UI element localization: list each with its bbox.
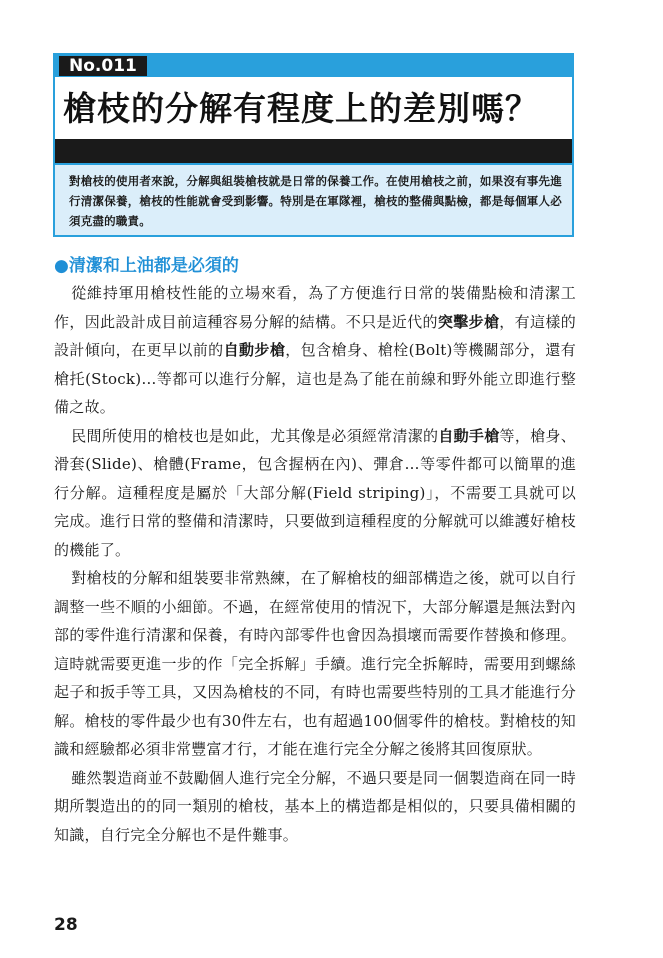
paragraph-text: 民間所使用的槍枝也是如此，尤其像是必須經常清潔的 (71, 426, 439, 445)
term-automatic-pistol: 自動手槍 (438, 426, 500, 445)
paragraph-text: 從維持軍用槍枝性能的立場來看，為了方便進行日常的裝備點檢和清潔工作，因此設計成目前這種容易分解的結構。不只是近代的 (54, 284, 576, 331)
term-assault-rifle: 突擊步槍 (437, 312, 500, 331)
paragraph-1 (54, 279, 576, 422)
paragraph-text: ，包含槍身、槍栓(Bolt)等機關部分，還有槍托(Stock)…等都可以進行分解，這也是為了能在前線和野外能立即進行整備之故。 (54, 341, 576, 416)
article-number: No.011 (59, 56, 147, 76)
body-text (54, 279, 576, 849)
paragraph-4 (54, 764, 576, 850)
article-title: 槍枝的分解有程度上的差別嗎？ (63, 89, 539, 128)
paragraph-text: 等，槍身、滑套(Slide)、槍體(Frame，包含握柄在內)、彈倉…等零件都可以簡單的進行分解。這種程度是屬於「大部分解(Field striping)」，不需要工具就可以完成。進行日常的整備和清潔時，只要做到這種程度的分解就可以維護好槍枝的機能了。 (54, 426, 576, 559)
paragraph-text: 雖然製造商並不鼓勵個人進行完全分解，不過只要是同一個製造商在同一時期所製造出的的同一類別的槍枝，基本上的構造都是相似的，只要具備相關的知識，自行完全分解也不是件難事。 (54, 768, 576, 844)
section-heading: ●清潔和上油都是必須的 (54, 256, 239, 276)
article-header (53, 53, 574, 165)
paragraph-text: 對槍枝的分解和組裝要非常熟練，在了解槍枝的細部構造之後，就可以自行調整一些不順的小細節。不過，在經常使用的情況下，大部分解還是無法對內部的零件進行清潔和保養，有時內部零件也會因為損壞而需要作替換和修理。這時就需要更進一步的作「完全拆解」手續。進行完全拆解時，需要用到螺絲起子和扳手等工具，又因為槍枝的不同，有時也需要些特別的工具才能進行分解。槍枝的零件最少也有30件左右，也有超過100個零件的槍枝。對槍枝的知識和經驗都必須非常豐富才行，才能在進行完全分解之後將其回復原狀。 (54, 569, 576, 758)
paragraph-3 (54, 564, 576, 764)
paragraph-text: ，有這樣的設計傾向，在更早以前的 (54, 312, 576, 359)
summary-box: 對槍枝的使用者來說，分解與組裝槍枝就是日常的保養工作。在使用槍枝之前，如果沒有事先進行清潔保養，槍枝的性能就會受到影響。特別是在軍隊裡，槍枝的整備與點檢，都是每個軍人必須克盡的職責。 (53, 165, 574, 237)
header-bottom-bar (55, 139, 572, 163)
page-number: 28 (54, 915, 78, 935)
paragraph-2 (54, 422, 576, 565)
header-top-bar (55, 55, 572, 77)
term-automatic-rifle: 自動步槍 (223, 341, 286, 359)
